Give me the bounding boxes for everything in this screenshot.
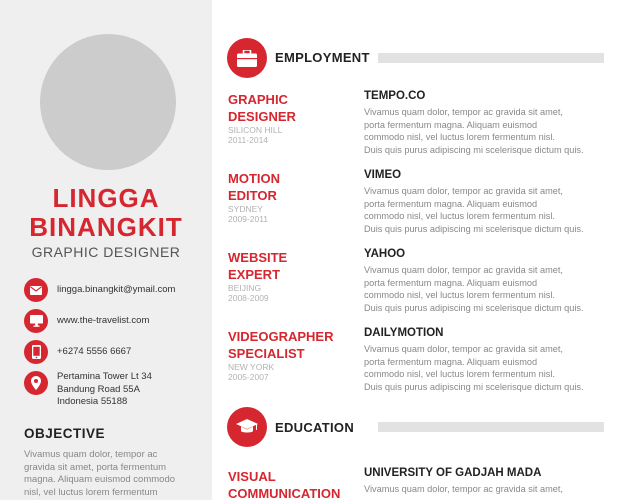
- contact-address: [24, 371, 210, 409]
- job-location: SILICON HILL: [228, 125, 348, 135]
- company-desc-line: Vivamus quam dolor, tempor ac gravida sit amet,: [364, 264, 614, 277]
- name-first: LINGGA: [0, 183, 212, 214]
- job-title: VIDEOGRAPHER: [228, 329, 348, 346]
- job-title: WEBSITE: [228, 250, 348, 267]
- name-last: BINANGKIT: [0, 212, 212, 243]
- mail-icon: [24, 278, 48, 302]
- company-desc-line: commodo nisl, vel luctus lorem fermentum nisl.: [364, 289, 614, 302]
- briefcase-icon: [227, 38, 267, 78]
- company-desc-line: commodo nisl, vel luctus lorem fermentum nisl.: [364, 210, 614, 223]
- objective-text: [24, 449, 202, 499]
- company-entry: [364, 327, 614, 393]
- objective-line: magna. Aliquam euismod commodo: [24, 474, 202, 487]
- school-desc-line: Vivamus quam dolor, tempor ac gravida sit amet,: [364, 483, 614, 496]
- address-line: Indonesia 55188: [57, 396, 152, 409]
- company-name: VIMEO: [364, 169, 614, 181]
- address-line: Pertamina Tower Lt 34: [57, 371, 152, 384]
- job-location: NEW YORK: [228, 362, 348, 372]
- job-title: GRAPHIC: [228, 92, 348, 109]
- degree-title: VISUAL: [228, 469, 348, 486]
- company-desc-line: Duis quis purus adipiscing mi scelerisque dictum quis.: [364, 381, 614, 394]
- company-entry: [364, 90, 614, 156]
- company-desc-line: commodo nisl, vel luctus lorem fermentum nisl.: [364, 368, 614, 381]
- job-entry: [228, 329, 348, 382]
- degree-title: COMMUNICATION: [228, 486, 348, 502]
- company-desc-line: Duis quis purus adipiscing mi scelerisque dictum quis.: [364, 144, 614, 157]
- objective-line: nisl, vel luctus lorem fermentum: [24, 487, 202, 500]
- company-desc-line: Vivamus quam dolor, tempor ac gravida sit amet,: [364, 106, 614, 119]
- job-years: 2008-2009: [228, 293, 348, 303]
- employment-heading: EMPLOYMENT: [275, 50, 370, 65]
- job-role: GRAPHIC DESIGNER: [0, 244, 212, 260]
- company-name: TEMPO.CO: [364, 90, 614, 102]
- phone-icon: [24, 340, 48, 364]
- objective-heading: OBJECTIVE: [24, 426, 105, 441]
- contact-phone[interactable]: [24, 340, 210, 364]
- section-divider-bar: [378, 53, 604, 63]
- company-desc-line: commodo nisl, vel luctus lorem fermentum nisl.: [364, 131, 614, 144]
- job-entry: [228, 250, 348, 303]
- job-entry: [228, 92, 348, 145]
- job-years: 2005-2007: [228, 372, 348, 382]
- company-name: DAILYMOTION: [364, 327, 614, 339]
- company-desc-line: porta fermentum magna. Aliquam euismod: [364, 119, 614, 132]
- company-desc-line: porta fermentum magna. Aliquam euismod: [364, 356, 614, 369]
- sidebar: [0, 0, 212, 500]
- job-title: SPECIALIST: [228, 346, 348, 363]
- location-pin-icon: [24, 371, 48, 395]
- objective-line: Vivamus quam dolor, tempor ac: [24, 449, 202, 462]
- company-desc-line: Vivamus quam dolor, tempor ac gravida sit amet,: [364, 185, 614, 198]
- contact-website[interactable]: [24, 309, 210, 333]
- company-name: YAHOO: [364, 248, 614, 260]
- section-divider-bar: [378, 422, 604, 432]
- objective-line: gravida sit amet, porta fermentum: [24, 462, 202, 475]
- job-years: 2011-2014: [228, 135, 348, 145]
- education-entry: [228, 469, 348, 502]
- contact-website-text: www.the-travelist.com: [57, 315, 149, 328]
- job-location: SYDNEY: [228, 204, 348, 214]
- job-location: BEIJING: [228, 283, 348, 293]
- job-years: 2009-2011: [228, 214, 348, 224]
- company-entry: [364, 248, 614, 314]
- contact-phone-text: +6274 5556 6667: [57, 346, 131, 359]
- job-title: EXPERT: [228, 267, 348, 284]
- monitor-icon: [24, 309, 48, 333]
- contact-email[interactable]: [24, 278, 210, 302]
- address-line: Bandung Road 55A: [57, 384, 152, 397]
- company-entry: [364, 169, 614, 235]
- company-desc-line: Duis quis purus adipiscing mi scelerisque dictum quis.: [364, 223, 614, 236]
- company-desc-line: Vivamus quam dolor, tempor ac gravida sit amet,: [364, 343, 614, 356]
- job-title: EDITOR: [228, 188, 348, 205]
- company-desc-line: Duis quis purus adipiscing mi scelerisque dictum quis.: [364, 302, 614, 315]
- job-title: DESIGNER: [228, 109, 348, 126]
- profile-photo-placeholder: [40, 34, 176, 170]
- job-title: MOTION: [228, 171, 348, 188]
- contact-email-text: lingga.binangkit@ymail.com: [57, 284, 175, 297]
- education-heading: EDUCATION: [275, 420, 354, 435]
- company-desc-line: porta fermentum magna. Aliquam euismod: [364, 277, 614, 290]
- school-name: UNIVERSITY OF GADJAH MADA: [364, 467, 614, 479]
- job-entry: [228, 171, 348, 224]
- school-entry: [364, 467, 614, 496]
- company-desc-line: porta fermentum magna. Aliquam euismod: [364, 198, 614, 211]
- graduation-cap-icon: [227, 407, 267, 447]
